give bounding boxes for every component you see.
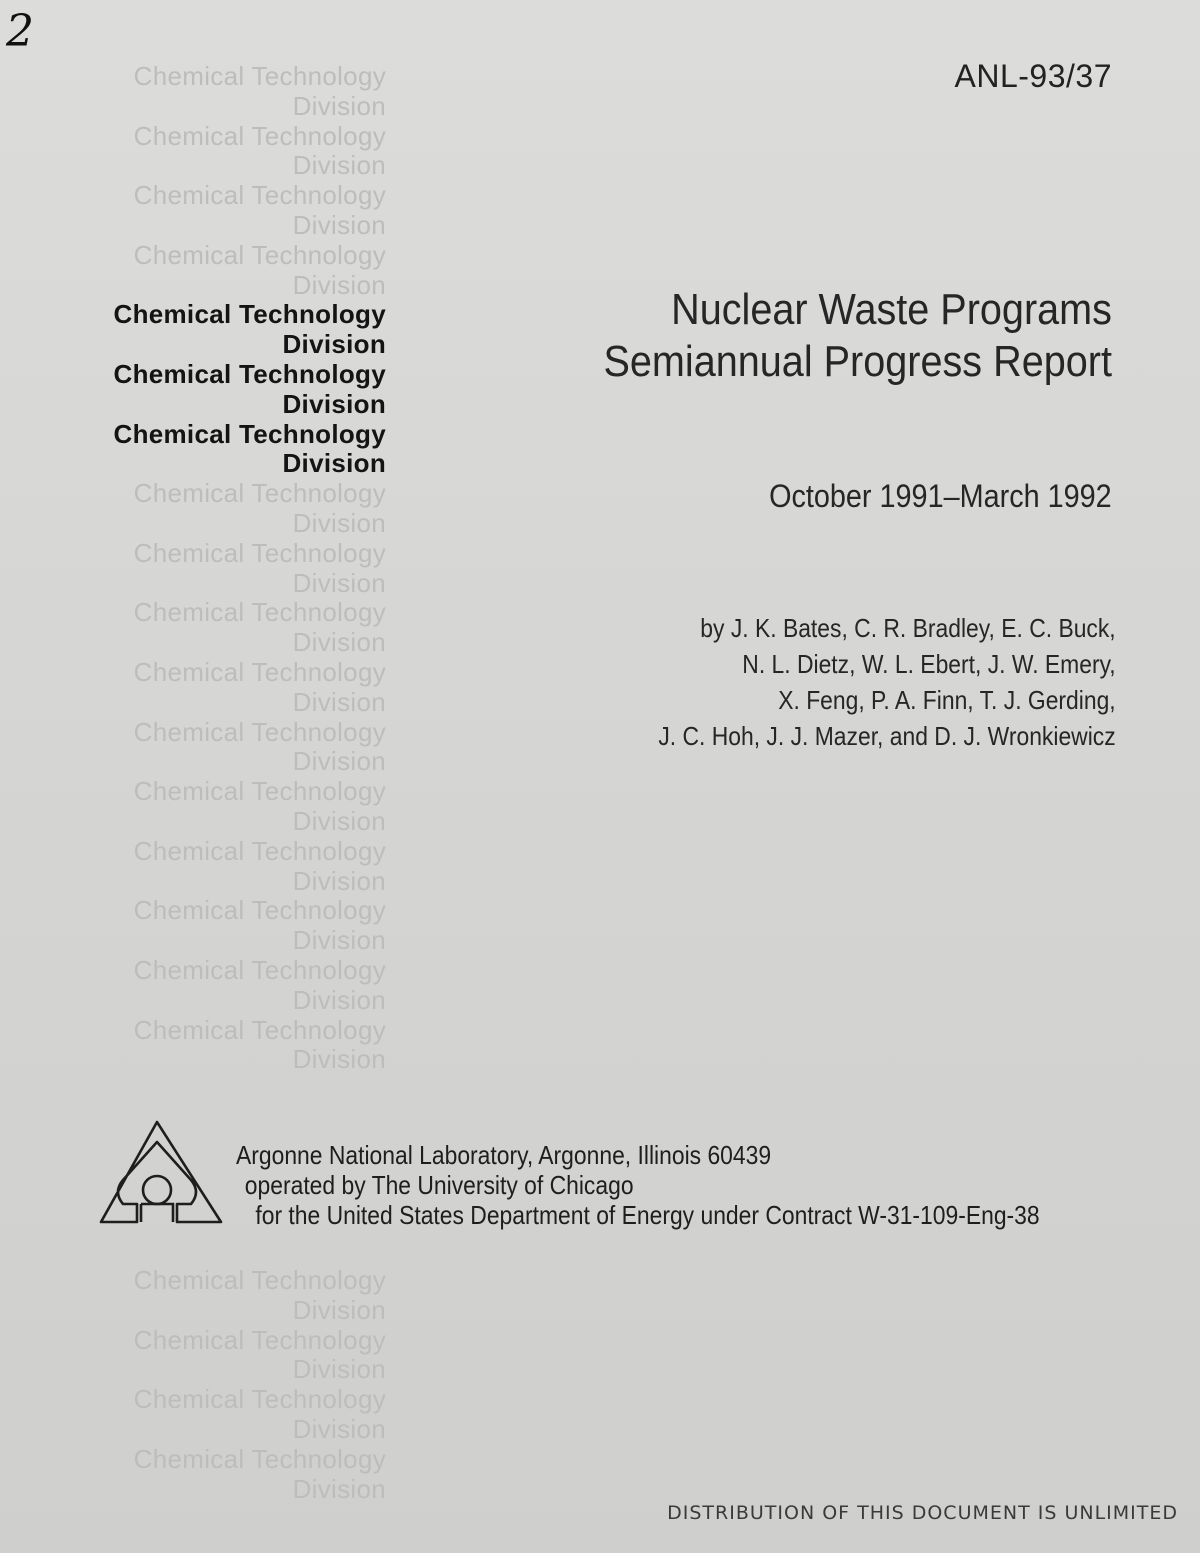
division-name-line: Chemical Technology [133,120,386,151]
division-name-line: Chemical Technology [113,358,386,389]
division-label-line: Division [292,805,386,836]
division-name-line: Chemical Technology [133,835,386,866]
handwritten-mark: 2 [6,6,34,57]
report-number: ANL-93/37 [954,58,1112,94]
division-repeat-entry [88,479,386,539]
division-label-line: Division [292,1294,386,1325]
division-repeat-entry [88,241,386,301]
division-label-line: Division [292,90,386,121]
division-label-line: Division [292,984,386,1015]
division-label-line: Division [292,1413,386,1444]
division-label-line: Division [292,925,386,956]
division-name-line: Chemical Technology [133,537,386,568]
division-repeat-entry [88,1016,386,1076]
division-label-line: Division [292,746,386,777]
division-repeat-entry [88,420,386,480]
division-name-line: Chemical Technology [133,1014,386,1045]
lab-contract: for the United States Department of Energy under Contract W-31-109-Eng-38 [255,1200,1040,1230]
division-name-line: Chemical Technology [133,1324,386,1355]
author-line: N. L. Dietz, W. L. Ebert, J. W. Emery, [742,649,1116,679]
author-line: J. C. Hoh, J. J. Mazer, and D. J. Wronkiewicz [658,721,1116,751]
division-label-line: Division [282,329,386,360]
division-repeat-entry [88,1385,386,1445]
division-repeat-entry [88,598,386,658]
division-repeat-lower [88,1266,386,1504]
report-date-range: October 1991–March 1992 [769,478,1112,514]
division-repeat-entry [88,658,386,718]
division-label-line: Division [292,865,386,896]
report-title [604,284,1112,388]
division-label-line: Division [292,1044,386,1075]
division-repeat-entry [88,122,386,182]
division-repeat-entry [88,300,386,360]
division-repeat-entry [88,837,386,897]
division-name-line: Chemical Technology [133,1265,386,1295]
division-name-line: Chemical Technology [133,61,386,91]
author-list [659,610,1116,754]
division-name-line: Chemical Technology [133,1443,386,1474]
division-label-line: Division [292,1473,386,1504]
distribution-notice: DISTRIBUTION OF THIS DOCUMENT IS UNLIMITED [667,1502,1178,1524]
division-name-line: Chemical Technology [133,478,386,509]
division-name-line: Chemical Technology [113,299,386,330]
title-line-1: Nuclear Waste Programs [671,285,1112,334]
division-repeat-entry [88,539,386,599]
division-label-line: Division [292,686,386,717]
laboratory-info [236,1140,1040,1230]
division-repeat-entry [88,896,386,956]
division-label-line: Division [282,448,386,479]
division-name-line: Chemical Technology [133,716,386,747]
author-line: by J. K. Bates, C. R. Bradley, E. C. Buck, [700,613,1116,643]
division-name-line: Chemical Technology [133,180,386,211]
title-line-2: Semiannual Progress Report [603,337,1112,386]
division-name-line: Chemical Technology [113,418,386,449]
argonne-logo-icon [97,1118,225,1230]
division-repeat-entry [88,181,386,241]
division-name-line: Chemical Technology [133,597,386,628]
division-label-line: Division [292,1354,386,1385]
division-label-line: Division [292,150,386,181]
division-repeat-entry [88,62,386,122]
division-repeat-entry [88,718,386,778]
division-repeat-entry [88,360,386,420]
division-name-line: Chemical Technology [133,239,386,270]
division-label-line: Division [292,209,386,240]
lab-address: Argonne National Laboratory, Argonne, Illinois 60439 [236,1140,772,1170]
division-repeat-entry [88,1445,386,1505]
division-name-line: Chemical Technology [133,776,386,807]
division-repeat-entry [88,1266,386,1326]
division-repeat-upper [88,62,386,1075]
division-label-line: Division [292,507,386,538]
division-label-line: Division [292,269,386,300]
division-label-line: Division [282,388,386,419]
division-repeat-entry [88,956,386,1016]
author-line: X. Feng, P. A. Finn, T. J. Gerding, [778,685,1116,715]
division-name-line: Chemical Technology [133,895,386,926]
division-repeat-entry [88,1326,386,1386]
division-label-line: Division [292,567,386,598]
division-name-line: Chemical Technology [133,954,386,985]
division-repeat-entry [88,777,386,837]
division-label-line: Division [292,627,386,658]
lab-operator: operated by The University of Chicago [244,1170,634,1200]
division-name-line: Chemical Technology [133,1384,386,1415]
division-name-line: Chemical Technology [133,656,386,687]
